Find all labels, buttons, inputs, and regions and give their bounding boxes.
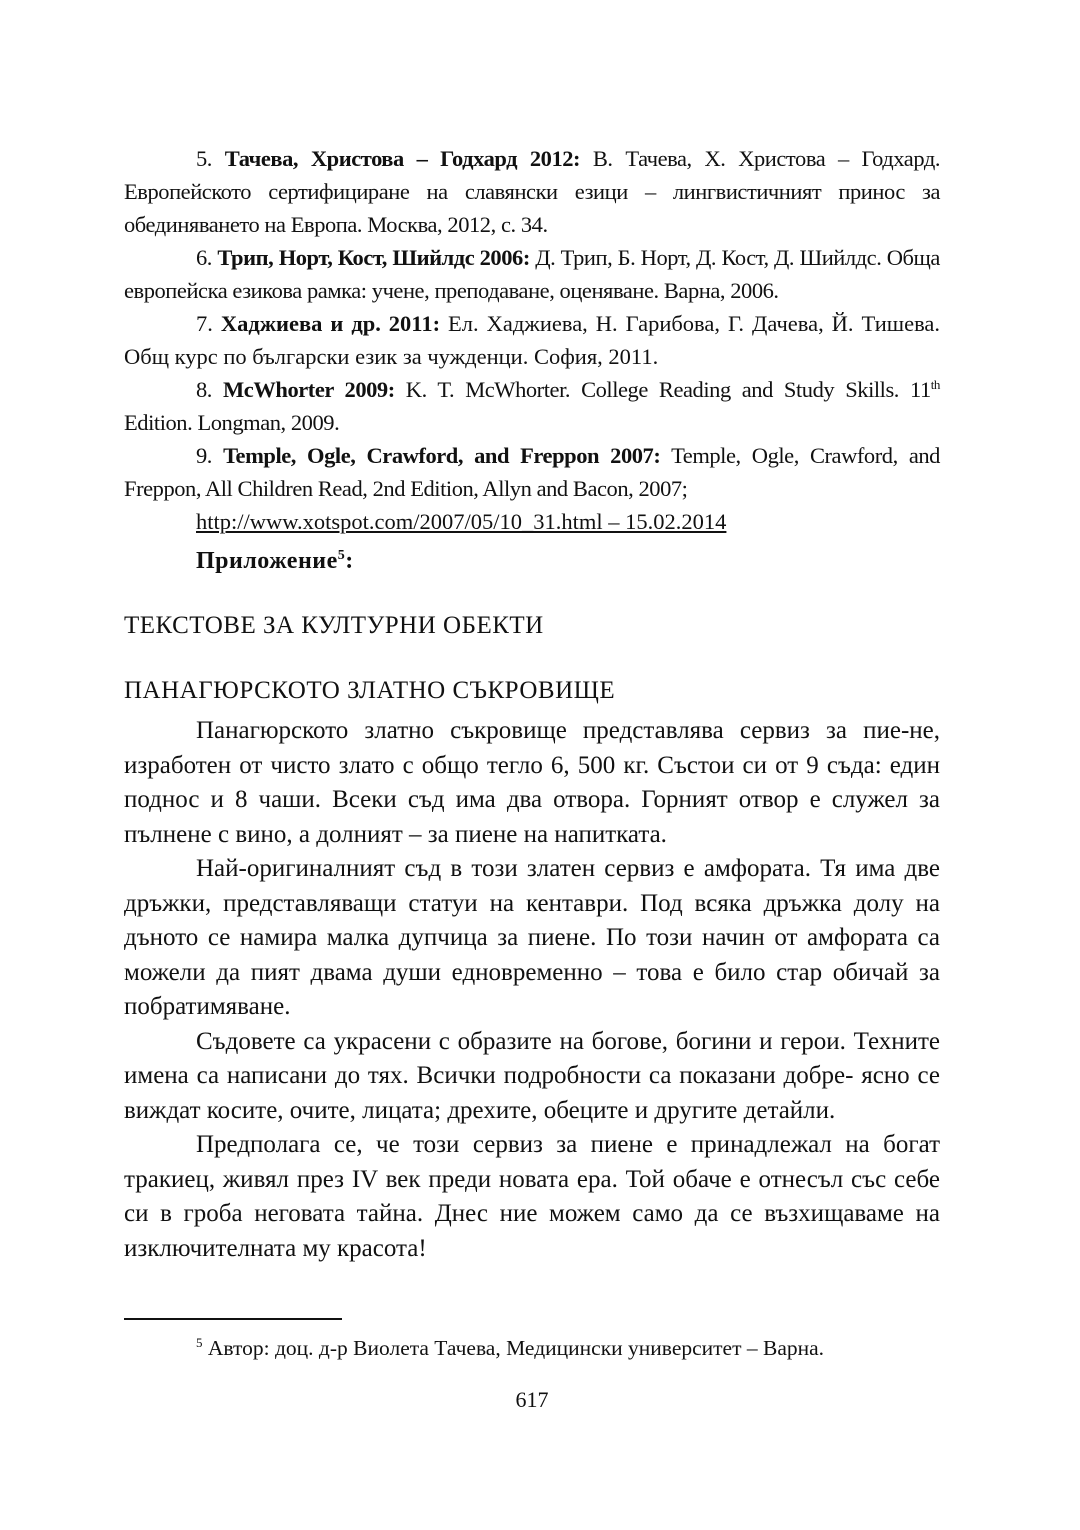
- appendix-heading: [196, 548, 354, 575]
- reference-key: McWhorter 2009:: [223, 377, 395, 402]
- reference-number: 8.: [196, 377, 212, 402]
- reference-number: 6.: [196, 245, 212, 270]
- appendix-label: Приложение: [196, 548, 338, 574]
- reference-text: В. Тачева, Х. Христова – Годхард. Европейското сертифициране на славянски езици – лингвистичният принос за обединяването на Европа. Москва, 2012, с. 34.: [124, 146, 940, 237]
- footnote-divider: [124, 1318, 342, 1320]
- reference-item: [124, 142, 940, 241]
- reference-number: 5.: [196, 146, 212, 171]
- reference-link[interactable]: http://www.xotspot.com/2007/05/10_31.html – 15.02.2014: [196, 509, 727, 534]
- reference-key: Трип, Норт, Кост, Шийлдс 2006:: [217, 245, 530, 270]
- reference-item: [124, 439, 940, 505]
- reference-key: Тачева, Христова – Годхард 2012:: [224, 146, 581, 171]
- reference-number: 9.: [196, 443, 212, 468]
- reference-text: Temple, Ogle, Crawford, and Freppon, All Children Read, 2nd Edition, Allyn and Bacon, 2007;: [124, 443, 940, 501]
- reference-list: [124, 142, 940, 538]
- footnote: [124, 1336, 940, 1361]
- page-number: 617: [515, 1387, 549, 1412]
- article-paragraph: Предполага се, че този сервиз за пиене е принадлежал на богат тракиец, живял през IV век преди новата ера. Той обаче е отнесъл със себе си в гроба неговата тайна. Днес ние можем само да се възхищаваме на изключителната му красота!: [124, 1131, 940, 1262]
- article-title: ПАНАГЮРСКОТО ЗЛАТНО СЪКРОВИЩЕ: [124, 677, 616, 704]
- edition-text: Edition. Longman, 2009.: [124, 410, 340, 435]
- article-paragraph: Най-оригиналният съд в този златен сервиз е амфората. Тя има две дръжки, представляващи статуи на кентаври. Под всяка дръжка долу на дъното се намира малка дупчица за пиене. По този начин от амфората са можели да пият двама души едновременно – това е било стар обичай за побратимяване.: [124, 855, 940, 1020]
- reference-item: [124, 373, 940, 439]
- edition-number: 11: [910, 377, 931, 402]
- footnote-text: Автор: доц. д-р Виолета Тачева, Медицински университет – Варна.: [207, 1336, 825, 1360]
- appendix-colon: :: [345, 548, 354, 574]
- article-paragraph: Съдовете са украсени с образите на богове, богини и герои. Техните имена са написани до тях. Всички подробности са показани добре- ясно се виждат косите, очите, лицата; дрехите, обеците и другите детайли.: [124, 1027, 940, 1124]
- reference-text: K. T. McWhorter. College Reading and Study Skills.: [405, 377, 899, 402]
- footnote-mark: 5: [337, 548, 346, 563]
- reference-text: Ел. Хаджиева, Н. Гарибова, Г. Дачева, Й. Тишева. Общ курс по български език за чужденци. София, 2011.: [124, 311, 941, 369]
- edition-ordinal: th: [930, 377, 940, 392]
- article-body: [124, 714, 940, 1266]
- section-title: ТЕКСТОВЕ ЗА КУЛТУРНИ ОБЕКТИ: [124, 612, 544, 639]
- reference-number: 7.: [196, 311, 213, 336]
- reference-item: [124, 307, 940, 373]
- reference-key: Хаджиева и др. 2011:: [220, 311, 441, 336]
- article-paragraph: Панагюрското златно съкровище представлява сервиз за пие-не, изработен от чисто злато с общо тегло 6, 500 кг. Състои си от 9 съда: един поднос и 8 чаши. Всеки съд има два отвора. Горният отвор е служел за пълнене с вино, а долният – за пиене на напитката.: [124, 717, 940, 848]
- reference-key: Temple, Ogle, Crawford, and Freppon 2007:: [223, 443, 661, 468]
- footnote-mark: 5: [196, 1335, 203, 1350]
- reference-item: [124, 241, 940, 307]
- reference-text: Д. Трип, Б. Норт, Д. Кост, Д. Шийлдс. Обща европейска езикова рамка: учене, преподаване, оценяване. Варна, 2006.: [124, 245, 940, 303]
